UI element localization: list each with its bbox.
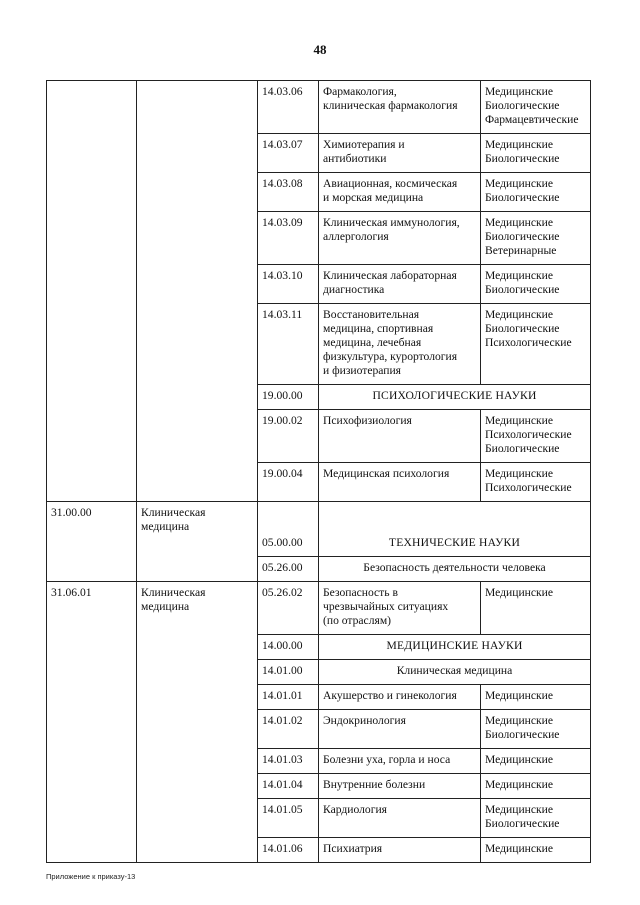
specialty-name-line: Химиотерапия и xyxy=(323,138,405,151)
specialty-name xyxy=(319,749,481,774)
science-branches-line: Медицинские xyxy=(485,269,553,282)
specialty-code: 14.01.04 xyxy=(258,774,319,799)
direction-name: Клиническая медицина xyxy=(137,502,258,582)
section-title: ПСИХОЛОГИЧЕСКИЕ НАУКИ xyxy=(319,385,591,410)
science-branches-line: Биологические xyxy=(485,191,560,204)
specialty-name xyxy=(319,410,481,463)
science-branches-line: Медицинские xyxy=(485,714,553,727)
specialty-name-line: Восстановительная xyxy=(323,308,420,321)
specialty-name xyxy=(319,212,481,265)
specialty-name xyxy=(319,838,481,863)
specialty-name xyxy=(319,265,481,304)
science-branches xyxy=(481,685,591,710)
science-branches xyxy=(481,81,591,134)
science-branches-line: Медицинские xyxy=(485,308,553,321)
science-branches xyxy=(481,173,591,212)
science-branches xyxy=(481,410,591,463)
science-branches-line: Медицинские xyxy=(485,216,553,229)
specialty-code: 14.00.00 xyxy=(258,635,319,660)
direction-code: 31.00.00 xyxy=(47,502,137,582)
specialty-name-line: Внутренние болезни xyxy=(323,778,426,791)
specialty-name xyxy=(319,799,481,838)
science-branches-line: Медицинские xyxy=(485,85,553,98)
science-branches-line: Психологические xyxy=(485,336,572,349)
specialty-name-line: аллергология xyxy=(323,230,389,243)
specialty-name-line: (по отраслям) xyxy=(323,614,392,627)
specialty-code: 05.00.00 xyxy=(258,502,319,557)
specialty-name-line: медицина, спортивная xyxy=(323,322,434,335)
specialty-code: 14.03.09 xyxy=(258,212,319,265)
specialty-name-line: Клиническая иммунология, xyxy=(323,216,460,229)
science-branches-line: Биологические xyxy=(485,99,560,112)
science-branches-line: Биологические xyxy=(485,322,560,335)
specialties-table xyxy=(46,80,591,863)
science-branches xyxy=(481,212,591,265)
section-row xyxy=(47,502,591,557)
specialty-name-line: Акушерство и гинекология xyxy=(323,689,457,702)
science-branches xyxy=(481,463,591,502)
science-branches-line: Медицинские xyxy=(485,778,553,791)
science-branches xyxy=(481,710,591,749)
specialty-code: 14.03.11 xyxy=(258,304,319,385)
science-branches xyxy=(481,774,591,799)
science-branches xyxy=(481,265,591,304)
science-branches xyxy=(481,582,591,635)
science-branches-line: Медицинские xyxy=(485,138,553,151)
science-branches-line: Медицинские xyxy=(485,586,553,599)
section-title: ТЕХНИЧЕСКИЕ НАУКИ xyxy=(319,502,591,557)
table-row xyxy=(47,81,591,134)
section-title: Безопасность деятельности человека xyxy=(319,557,591,582)
specialty-name-line: Психофизиология xyxy=(323,414,412,427)
section-title: МЕДИЦИНСКИЕ НАУКИ xyxy=(319,635,591,660)
specialty-name-line: Эндокринология xyxy=(323,714,406,727)
science-branches-line: Психологические xyxy=(485,481,572,494)
specialty-code: 14.01.06 xyxy=(258,838,319,863)
direction-code: 31.06.01 xyxy=(47,582,137,863)
specialty-code: 14.03.06 xyxy=(258,81,319,134)
science-branches-line: Биологические xyxy=(485,442,560,455)
specialty-code: 14.01.00 xyxy=(258,660,319,685)
specialty-code: 19.00.04 xyxy=(258,463,319,502)
science-branches-line: Фармацевтические xyxy=(485,113,579,126)
specialty-name xyxy=(319,134,481,173)
specialty-name xyxy=(319,710,481,749)
specialty-name-line: антибиотики xyxy=(323,152,387,165)
direction-name xyxy=(137,81,258,502)
table-row xyxy=(47,582,591,635)
specialty-name xyxy=(319,774,481,799)
specialty-name-line: медицина, лечебная xyxy=(323,336,422,349)
table-body xyxy=(47,81,591,863)
science-branches xyxy=(481,799,591,838)
specialty-name-line: Кардиология xyxy=(323,803,387,816)
specialty-name xyxy=(319,582,481,635)
science-branches-line: Медицинские xyxy=(485,414,553,427)
specialty-name xyxy=(319,81,481,134)
specialty-name-line: физкультура, курортология xyxy=(323,350,458,363)
science-branches xyxy=(481,304,591,385)
specialty-code: 14.01.03 xyxy=(258,749,319,774)
section-title: Клиническая медицина xyxy=(319,660,591,685)
science-branches-line: Биологические xyxy=(485,283,560,296)
specialty-name-line: диагностика xyxy=(323,283,385,296)
specialty-name xyxy=(319,173,481,212)
specialty-code: 14.01.01 xyxy=(258,685,319,710)
science-branches-line: Медицинские xyxy=(485,842,553,855)
direction-code xyxy=(47,81,137,502)
specialty-code: 14.03.08 xyxy=(258,173,319,212)
specialty-name xyxy=(319,685,481,710)
specialty-code: 14.01.02 xyxy=(258,710,319,749)
science-branches-line: Медицинские xyxy=(485,803,553,816)
specialty-name-line: Безопасность в xyxy=(323,586,398,599)
science-branches-line: Биологические xyxy=(485,230,560,243)
science-branches-line: Биологические xyxy=(485,152,560,165)
specialty-name-line: Фармакология, xyxy=(323,85,397,98)
specialty-code: 05.26.00 xyxy=(258,557,319,582)
science-branches-line: Психологические xyxy=(485,428,572,441)
science-branches-line: Медицинские xyxy=(485,467,553,480)
science-branches xyxy=(481,838,591,863)
specialty-name-line: Медицинская психология xyxy=(323,467,450,480)
science-branches-line: Медицинские xyxy=(485,689,553,702)
page-number: 48 xyxy=(313,42,327,57)
footer-note: Приложение к приказу-13 xyxy=(46,872,136,881)
specialty-name-line: чрезвычайных ситуациях xyxy=(323,600,449,613)
specialty-name-line: Болезни уха, горла и носа xyxy=(323,753,451,766)
science-branches-line: Ветеринарные xyxy=(485,244,557,257)
specialty-name-line: и морская медицина xyxy=(323,191,424,204)
specialty-name-line: клиническая фармакология xyxy=(323,99,458,112)
science-branches-line: Биологические xyxy=(485,817,560,830)
specialty-name xyxy=(319,304,481,385)
specialty-name-line: Авиационная, космическая xyxy=(323,177,458,190)
specialty-code: 05.26.02 xyxy=(258,582,319,635)
science-branches xyxy=(481,749,591,774)
specialty-name-line: Клиническая лабораторная xyxy=(323,269,457,282)
specialty-code: 14.03.10 xyxy=(258,265,319,304)
science-branches-line: Медицинские xyxy=(485,177,553,190)
specialty-code: 19.00.02 xyxy=(258,410,319,463)
science-branches xyxy=(481,134,591,173)
science-branches-line: Биологические xyxy=(485,728,560,741)
specialty-name-line: и физиотерапия xyxy=(323,364,401,377)
direction-name: Клиническая медицина xyxy=(137,582,258,863)
specialty-name-line: Психиатрия xyxy=(323,842,383,855)
specialty-code: 14.01.05 xyxy=(258,799,319,838)
specialty-name xyxy=(319,463,481,502)
science-branches-line: Медицинские xyxy=(485,753,553,766)
specialty-code: 19.00.00 xyxy=(258,385,319,410)
specialty-code: 14.03.07 xyxy=(258,134,319,173)
